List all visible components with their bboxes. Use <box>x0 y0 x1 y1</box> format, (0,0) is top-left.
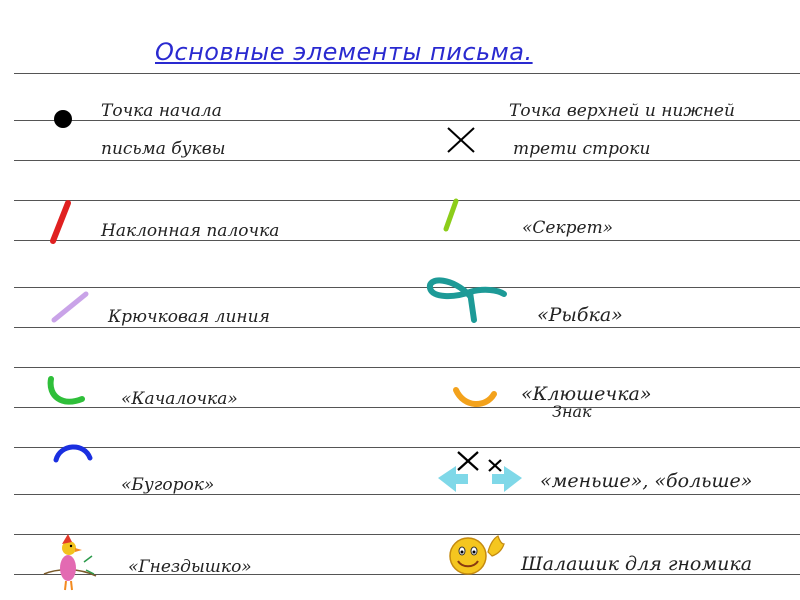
swing-label: «Качалочка» <box>121 389 238 409</box>
ruled-line <box>14 160 800 161</box>
teal-fish-loop-icon <box>424 274 508 324</box>
hillock-label: «Бугорок» <box>121 475 215 495</box>
nest-label: «Гнездышко» <box>128 557 252 577</box>
violet-hook-line-icon <box>48 290 92 324</box>
bird-nest-icon <box>42 532 98 592</box>
red-slanted-stick-icon <box>48 200 72 244</box>
ruled-line <box>14 73 800 74</box>
fish-label: «Рыбка» <box>537 304 623 326</box>
ruled-line <box>14 534 800 535</box>
ruled-line <box>14 200 800 201</box>
gnome-hut-label: Шалашик для гномика <box>521 553 753 575</box>
secret-label: «Секрет» <box>522 218 614 238</box>
start-point-label-line2: письма буквы <box>101 139 226 159</box>
blue-hillock-icon <box>50 440 96 466</box>
ruled-line <box>14 327 800 328</box>
sign-label: Знак <box>552 402 592 421</box>
less-more-label: «меньше», «больше» <box>540 470 753 492</box>
little-beak-label: «Клюшечка» <box>521 383 652 405</box>
thirds-point-label-line1: Точка верхней и нижней <box>509 101 735 121</box>
green-swing-icon <box>44 374 88 410</box>
ruled-line <box>14 367 800 368</box>
cross-icon <box>446 127 476 153</box>
black-dot-icon <box>52 108 74 130</box>
orange-beak-icon <box>452 384 498 410</box>
less-more-arrows-icon <box>434 448 526 494</box>
page-title: Основные элементы письма. <box>155 38 533 66</box>
smiley-hand-icon <box>444 530 508 578</box>
slanted-stick-label: Наклонная палочка <box>101 221 280 241</box>
ruled-line <box>14 287 800 288</box>
thirds-point-label-line2: трети строки <box>513 139 651 159</box>
hook-line-label: Крючковая линия <box>108 307 270 327</box>
ruled-line <box>14 447 800 448</box>
start-point-label-line1: Точка начала <box>101 101 222 121</box>
green-secret-stroke-icon <box>440 198 460 232</box>
